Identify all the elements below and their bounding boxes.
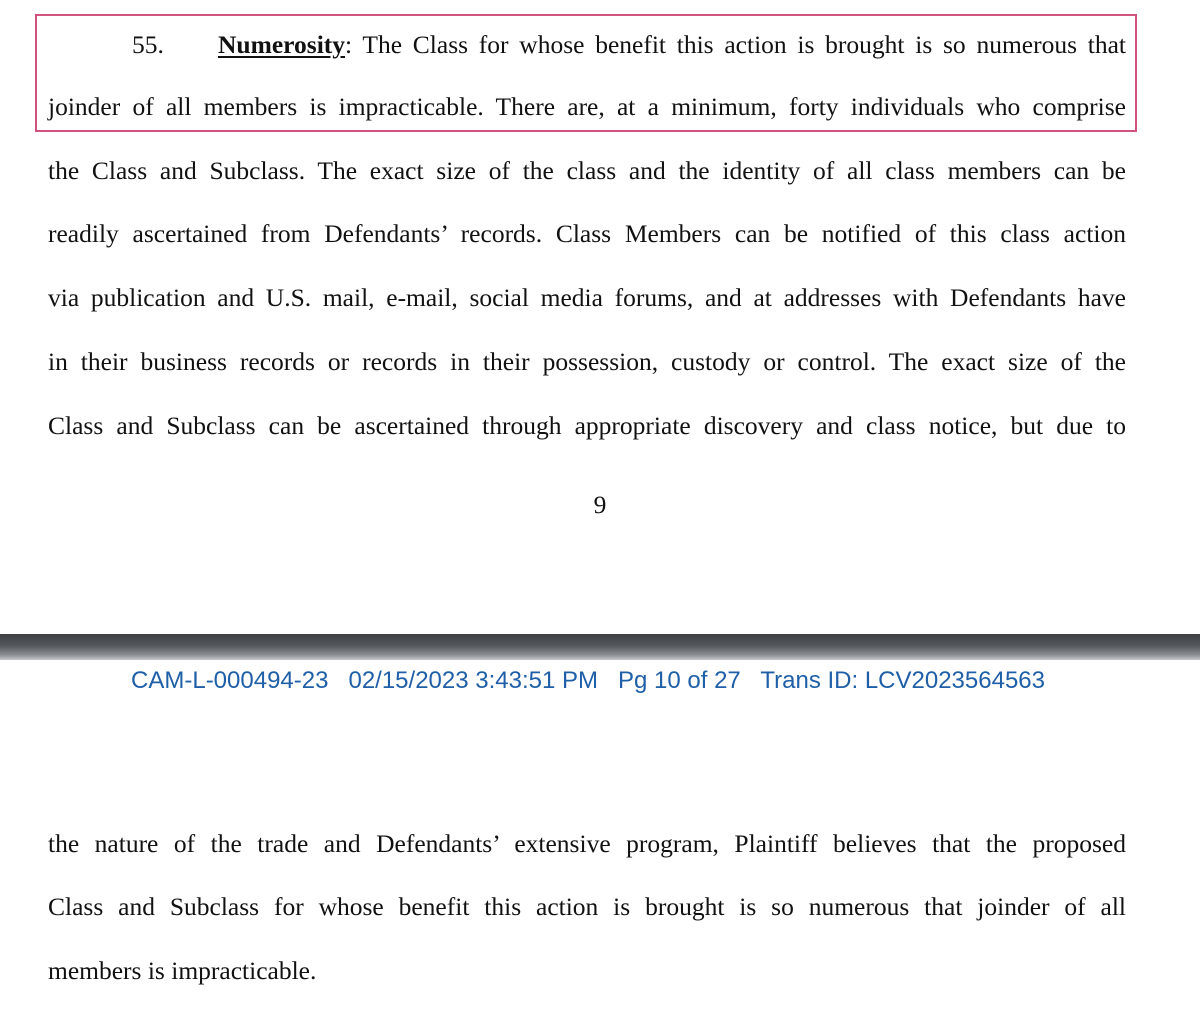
page-break-bar [0, 634, 1200, 660]
paragraph-line-4: readily ascertained from Defendants’ records. Class Members can be notified of this class action [48, 219, 1126, 248]
stamp-docket: CAM-L-000494-23 [131, 667, 329, 694]
line-1-text: : The Class for whose benefit this action is brought is so numerous that [345, 30, 1126, 59]
continued-line-2: Class and Subclass for whose benefit this action is brought is so numerous that joinder of all [48, 892, 1126, 921]
paragraph-line-2: joinder of all members is impracticable. There are, at a minimum, forty individuals who comprise [48, 92, 1126, 121]
paragraph-line-3: the Class and Subclass. The exact size of the class and the identity of all class members can be [48, 156, 1126, 185]
stamp-trans-id: Trans ID: LCV2023564563 [760, 667, 1045, 694]
continued-line-3: members is impracticable. [48, 956, 317, 985]
paragraph-line-1 [48, 30, 1126, 60]
page-number: 9 [593, 490, 607, 519]
paragraph-heading: Numerosity [218, 30, 346, 59]
paragraph-line-5: via publication and U.S. mail, e-mail, social media forums, and at addresses with Defendants have [48, 283, 1126, 312]
stamp-page: Pg 10 of 27 [618, 667, 741, 694]
continued-line-1: the nature of the trade and Defendants’ extensive program, Plaintiff believes that the proposed [48, 829, 1126, 858]
paragraph-number: 55. [132, 30, 164, 59]
stamp-datetime: 02/15/2023 3:43:51 PM [348, 667, 598, 694]
paragraph-line-6: in their business records or records in their possession, custody or control. The exact size of the [48, 347, 1126, 376]
filing-stamp [0, 666, 1176, 696]
paragraph-line-7: Class and Subclass can be ascertained through appropriate discovery and class notice, but due to [48, 411, 1126, 440]
